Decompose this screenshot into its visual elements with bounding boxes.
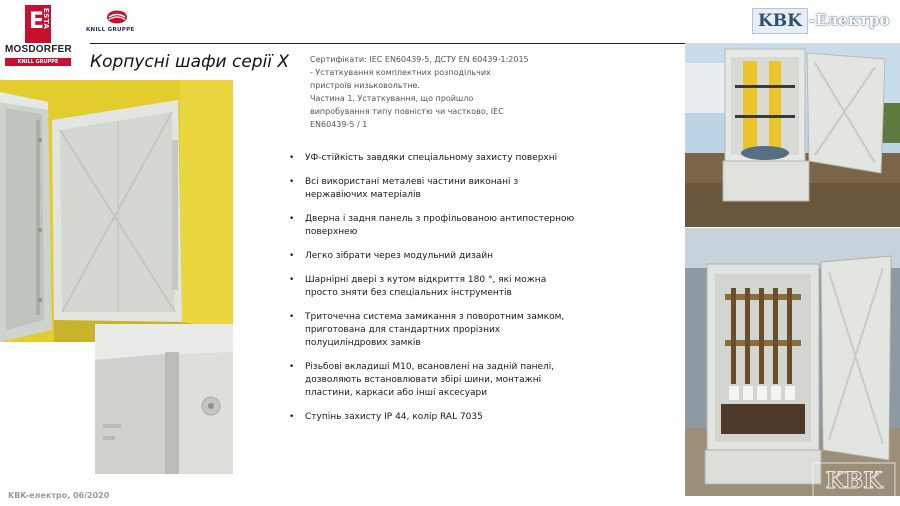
list-item-text: Легко зібрати через модульний дизайн xyxy=(305,251,494,261)
field-cabinet-photo-bottom xyxy=(685,228,900,496)
list-item-text: Всі використані металеві частини виконані з нержавіючих матеріалів xyxy=(305,177,519,200)
kvk-logo-box: KBK xyxy=(752,8,808,34)
bullet-icon: • xyxy=(289,177,295,187)
field-cabinet-photo-top xyxy=(685,43,900,227)
bullet-icon: • xyxy=(289,275,295,285)
cert-line: Частина 1. Устаткування, що пройшло xyxy=(310,94,474,103)
cabinet-hinge-closeup-photo xyxy=(95,324,233,474)
feature-list xyxy=(289,152,579,435)
kvk-elektro-logo xyxy=(752,8,892,34)
cert-line: EN60439-5 / 1 xyxy=(310,120,368,129)
knill-gruppe-logo-icon xyxy=(106,10,128,24)
watermark-text: KBK xyxy=(825,468,883,494)
bullet-icon: • xyxy=(289,214,295,224)
list-item xyxy=(289,311,579,350)
list-item-text: Триточечна система замикання з поворотним замком, приготована для стандартних прорізних полуциліндрових замків xyxy=(305,312,565,348)
list-item xyxy=(289,361,579,400)
cert-line: випробування типу повністю чи частково, IEC xyxy=(310,107,504,116)
slide-title: Корпусні шафи серії X xyxy=(90,52,290,72)
footer-text: KBK-електро, 06/2020 xyxy=(8,491,110,500)
list-item-text: Шарнірні двері з кутом відкриття 180 °, які можна просто зняти без спеціальних інструментів xyxy=(305,275,547,298)
list-item xyxy=(289,176,579,202)
mosdorfer-logo-text: MOSDORFER xyxy=(5,44,72,55)
bullet-icon: • xyxy=(289,362,295,372)
list-item xyxy=(289,411,579,424)
bullet-icon: • xyxy=(289,251,295,261)
list-item xyxy=(289,213,579,239)
list-item-text: Дверна і задня панель з профільованою антипостерною поверхнею xyxy=(305,214,575,237)
kvk-watermark-logo xyxy=(812,462,896,498)
list-item-text: УФ-стійкість завдяки спеціальному захисту поверхні xyxy=(305,153,558,163)
bullet-icon: • xyxy=(289,412,295,422)
certificates-text xyxy=(310,53,540,131)
cert-line: - Устаткування комплектних розподільчих xyxy=(310,68,491,77)
cert-line: Сертифікати: IEC EN60439-5, ДСТУ EN 60439-1:2015 xyxy=(310,55,529,64)
bullet-icon: • xyxy=(289,312,295,322)
list-item-text: Ступінь захисту IP 44, колір RAL 7035 xyxy=(305,412,483,422)
knill-gruppe-text: KNILL GRUPPE xyxy=(86,27,135,33)
esta-logo xyxy=(25,5,51,43)
knill-gruppe-bar: KNILL GRUPPE xyxy=(5,58,71,66)
cabinet-yellow-photo xyxy=(0,80,233,342)
kvk-logo-suffix: -Електро xyxy=(809,11,890,29)
cert-line: пристроїв низьковольтне. xyxy=(310,81,420,90)
esta-logo-letter: E xyxy=(29,9,45,34)
list-item xyxy=(289,250,579,263)
esta-logo-label: ESTA xyxy=(42,8,50,30)
list-item xyxy=(289,274,579,300)
list-item-text: Різьбові вкладиші M10, всановлені на задній панелі, дозволяють встановлювати збірі шини, монтажні пластини, каркаси або інші аксесуари xyxy=(305,362,555,398)
bullet-icon: • xyxy=(289,153,295,163)
list-item xyxy=(289,152,579,165)
